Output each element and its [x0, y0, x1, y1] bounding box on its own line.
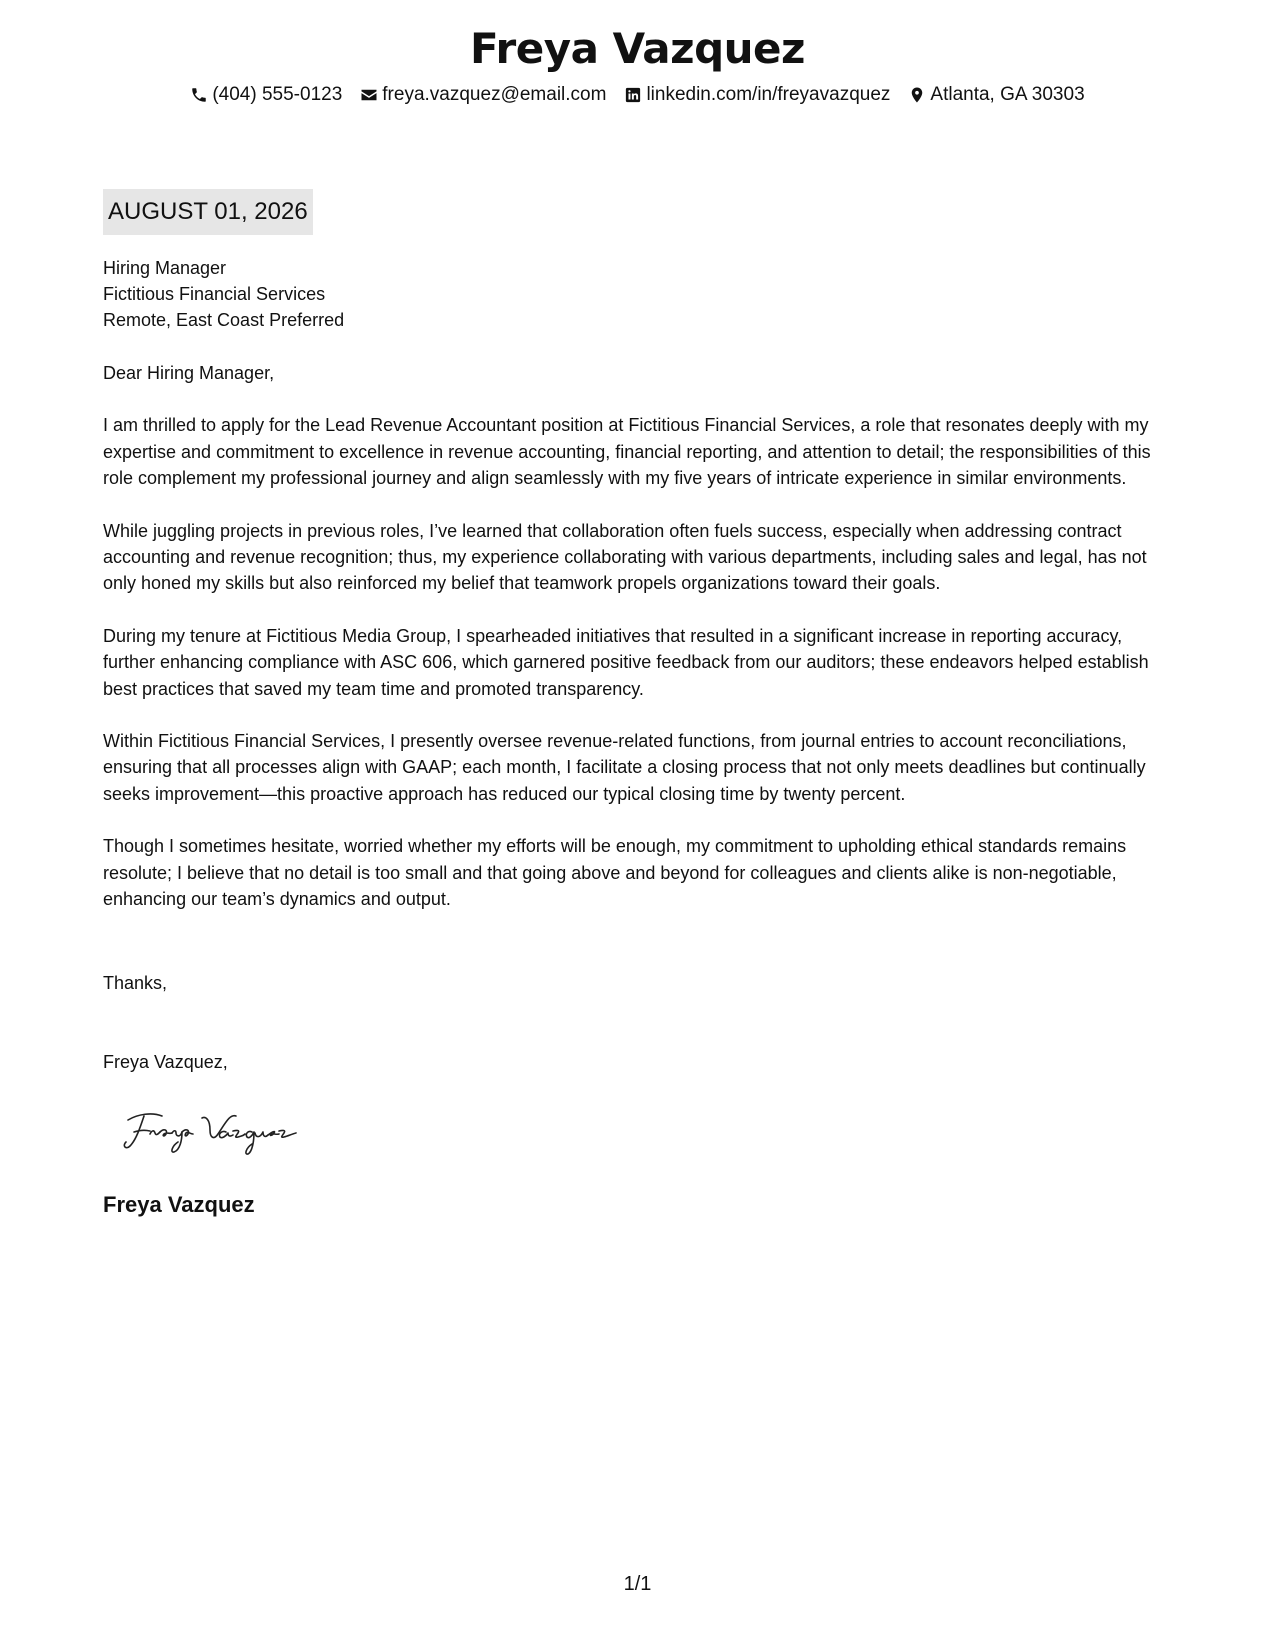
contact-email[interactable] — [360, 82, 606, 108]
linkedin-icon — [624, 86, 642, 104]
contact-location — [908, 82, 1084, 108]
email-link[interactable]: freya.vazquez@email.com — [382, 84, 607, 105]
handwritten-signature — [118, 1100, 348, 1160]
location-text: Atlanta, GA 30303 — [930, 84, 1085, 105]
recipient-company: Fictitious Financial Services — [103, 284, 326, 304]
sign-off-name: Freya Vazquez, — [103, 1052, 228, 1072]
linkedin-link[interactable]: linkedin.com/in/freyavazquez — [646, 84, 891, 105]
body-paragraph: I am thrilled to apply for the Lead Revenue Accountant position at Fictitious Financial Services, a role that resonates deeply with my expertise and commitment to excellence in revenue accounting, financial reporting, and attention to detail; the responsibilities of this role complement my professional journey and align seamlessly with my five years of intricate experience in similar environments. — [103, 415, 1151, 489]
map-pin-icon — [908, 86, 926, 104]
body-paragraph: During my tenure at Fictitious Media Group, I spearheaded initiatives that resulted in a significant increase in reporting accuracy, further enhancing compliance with ASC 606, which garnered positive feedback from our auditors; these endeavors helped establish best practices that saved my team time and promoted transparency. — [103, 625, 1149, 699]
salutation: Dear Hiring Manager, — [103, 363, 275, 383]
body-paragraph: Within Fictitious Financial Services, I presently oversee revenue-related functions, from journal entries to account reconciliations, ensuring that all processes align with GAAP; each month, I facilitate a closing process that not only meets deadlines but continually seeks improvement—this proactive approach has reduced our typical closing time by twenty percent. — [103, 731, 1146, 804]
recipient-block — [103, 255, 344, 333]
recipient-location: Remote, East Coast Preferred — [103, 310, 345, 330]
envelope-icon — [360, 86, 378, 104]
contact-linkedin[interactable] — [624, 82, 890, 108]
phone-icon — [190, 86, 208, 104]
page-title: Freya Vazquez — [470, 24, 805, 73]
closing-line: Thanks, — [103, 973, 168, 993]
letter-header — [0, 22, 1275, 108]
printed-name: Freya Vazquez — [103, 1192, 255, 1217]
letter-body — [103, 360, 1173, 939]
contact-info-row — [0, 82, 1275, 108]
body-paragraph: Though I sometimes hesitate, worried whether my efforts will be enough, my commitment to upholding ethical standards remains resolute; I believe that no detail is too small and that going above and beyond for colleagues and clients alike is non-negotiable, enhancing our team’s dynamics and output. — [103, 836, 1127, 910]
page-number: 1/1 — [623, 1573, 652, 1595]
letter-date: AUGUST 01, 2026 — [103, 189, 313, 235]
recipient-title: Hiring Manager — [103, 258, 227, 278]
contact-phone — [190, 82, 342, 108]
body-paragraph: While juggling projects in previous roles, I’ve learned that collaboration often fuels success, especially when addressing contract accounting and revenue recognition; thus, my experience collaborating with various departments, including sales and legal, has not only honed my skills but also reinforced my belief that teamwork propels organizations toward their goals. — [103, 520, 1147, 594]
phone-text: (404) 555-0123 — [212, 84, 343, 105]
